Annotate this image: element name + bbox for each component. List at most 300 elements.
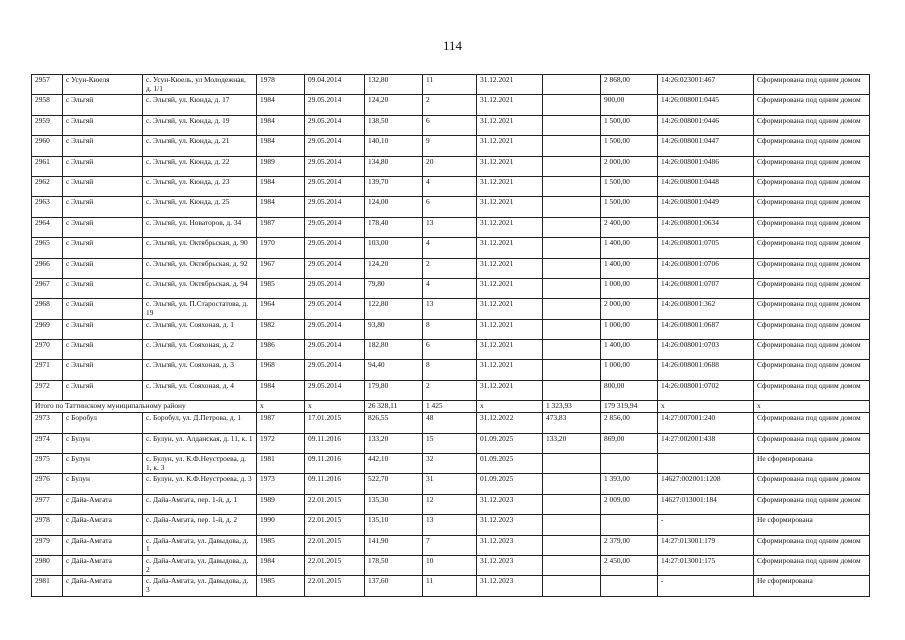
table-cell: 14:26:008001:0703 — [658, 340, 754, 360]
table-cell: 29.05.2014 — [305, 238, 365, 258]
table-cell: 14:26:008001:0705 — [658, 238, 754, 258]
table-cell: Сформирована под одним домом — [754, 535, 870, 555]
total-cell: х — [305, 401, 365, 413]
table-cell: 182,80 — [365, 340, 423, 360]
table-cell: 48 — [423, 413, 477, 433]
table-cell: 14:27:007001:240 — [658, 413, 754, 433]
table-cell: 2976 — [32, 474, 63, 494]
table-cell: 2957 — [32, 75, 63, 95]
table-cell — [543, 535, 601, 555]
table-cell: Сформирована под одним домом — [754, 474, 870, 494]
table-row — [32, 433, 870, 453]
table-cell: 29.05.2014 — [305, 115, 365, 135]
table-cell: 31.12.2021 — [477, 238, 543, 258]
table-row — [32, 197, 870, 217]
table-cell: 11 — [423, 576, 477, 596]
table-cell: 29.05.2014 — [305, 360, 365, 380]
table-cell: Сформирована под одним домом — [754, 176, 870, 196]
register-table — [31, 74, 870, 597]
table-cell: 1989 — [257, 156, 305, 176]
table-cell: 31.12.2022 — [477, 413, 543, 433]
table-cell: 2960 — [32, 136, 63, 156]
table-cell: 2967 — [32, 278, 63, 298]
table-cell — [543, 360, 601, 380]
table-cell: 135,30 — [365, 494, 423, 514]
table-cell: 1987 — [257, 217, 305, 237]
table-row — [32, 115, 870, 135]
table-cell: 2961 — [32, 156, 63, 176]
total-cell: х — [477, 401, 543, 413]
table-cell: с Булун — [63, 474, 143, 494]
table-cell: 10 — [423, 555, 477, 575]
table-cell — [543, 136, 601, 156]
table-cell: 9 — [423, 136, 477, 156]
table-cell: 31.12.2021 — [477, 156, 543, 176]
table-cell: 13 — [423, 299, 477, 319]
table-cell: 1 000,00 — [601, 360, 658, 380]
table-cell: с Эльгяй — [63, 136, 143, 156]
table-cell: 2977 — [32, 494, 63, 514]
table-cell: 22.01.2015 — [305, 494, 365, 514]
table-cell: 31.12.2021 — [477, 380, 543, 400]
table-cell: 31.12.2021 — [477, 319, 543, 339]
table-cell: 31.12.2023 — [477, 576, 543, 596]
table-cell: 31.12.2021 — [477, 197, 543, 217]
table-cell: 22.01.2015 — [305, 535, 365, 555]
table-cell: 2969 — [32, 319, 63, 339]
table-cell: 1968 — [257, 360, 305, 380]
table-cell — [543, 474, 601, 494]
table-cell: 1989 — [257, 494, 305, 514]
table-cell — [543, 454, 601, 474]
table-cell: 2973 — [32, 413, 63, 433]
table-cell: 1 500,00 — [601, 115, 658, 135]
table-cell: 1 500,00 — [601, 136, 658, 156]
table-cell: 2970 — [32, 340, 63, 360]
table-cell: Сформирована под одним домом — [754, 238, 870, 258]
table-cell: Сформирована под одним домом — [754, 197, 870, 217]
table-cell: 31 — [423, 474, 477, 494]
table-cell: 14:26:008001:0448 — [658, 176, 754, 196]
table-cell: 1978 — [257, 75, 305, 95]
table-cell: с Боробул — [63, 413, 143, 433]
table-cell: с Эльгяй — [63, 380, 143, 400]
total-label: Итого по Таттинскому муниципальному району — [32, 401, 257, 413]
table-cell: 1967 — [257, 258, 305, 278]
table-cell: 14627:002001:1208 — [658, 474, 754, 494]
table-cell: 01.09.2025 — [477, 454, 543, 474]
table-cell: 29.05.2014 — [305, 380, 365, 400]
table-row — [32, 156, 870, 176]
table-cell: - — [658, 576, 754, 596]
table-cell: 13 — [423, 515, 477, 535]
table-cell: 22.01.2015 — [305, 576, 365, 596]
table-cell: Сформирована под одним домом — [754, 258, 870, 278]
total-cell: 179 319,94 — [601, 401, 658, 413]
table-cell: 8 — [423, 319, 477, 339]
table-cell: 14:26:008001:0449 — [658, 197, 754, 217]
table-cell: с Эльгяй — [63, 197, 143, 217]
table-cell: 2 450,00 — [601, 555, 658, 575]
table-row — [32, 278, 870, 298]
table-cell: 14:26:008001:0707 — [658, 278, 754, 298]
table-cell: 2 — [423, 95, 477, 115]
table-cell: 79,80 — [365, 278, 423, 298]
table-row — [32, 360, 870, 380]
table-cell — [543, 258, 601, 278]
table-cell: Сформирована под одним домом — [754, 217, 870, 237]
table-row — [32, 95, 870, 115]
table-cell: Сформирована под одним домом — [754, 95, 870, 115]
table-cell: 2 400,00 — [601, 217, 658, 237]
table-cell: 2 868,00 — [601, 75, 658, 95]
table-cell: 09.11.2016 — [305, 433, 365, 453]
table-cell: Не сформирована — [754, 515, 870, 535]
table-cell: 6 — [423, 197, 477, 217]
table-cell: 09.04.2014 — [305, 75, 365, 95]
table-cell: 2 000,00 — [601, 156, 658, 176]
table-cell — [543, 75, 601, 95]
table-cell: с Эльгяй — [63, 299, 143, 319]
table-cell: 17.01.2015 — [305, 413, 365, 433]
table-cell: 2980 — [32, 555, 63, 575]
table-row — [32, 258, 870, 278]
table-cell: 94,40 — [365, 360, 423, 380]
table-row — [32, 136, 870, 156]
table-cell: 1 000,00 — [601, 319, 658, 339]
table-cell: 1984 — [257, 115, 305, 135]
table-cell: 1984 — [257, 136, 305, 156]
table-cell: с Эльгяй — [63, 217, 143, 237]
table-cell: Сформирована под одним домом — [754, 278, 870, 298]
table-cell: 1972 — [257, 433, 305, 453]
table-cell: 22.01.2015 — [305, 515, 365, 535]
table-cell: с. Эльгяй, ул. Кюнда, д. 21 — [143, 136, 257, 156]
table-row — [32, 238, 870, 258]
total-cell: 1 323,93 — [543, 401, 601, 413]
table-cell: 178,40 — [365, 217, 423, 237]
table-cell: 22.01.2015 — [305, 555, 365, 575]
table-cell: с Эльгяй — [63, 115, 143, 135]
table-cell: 1984 — [257, 176, 305, 196]
table-cell: с. Эльгяй, ул. Октябрьская, д. 92 — [143, 258, 257, 278]
table-cell — [543, 494, 601, 514]
table-row — [32, 474, 870, 494]
table-cell: 15 — [423, 433, 477, 453]
table-cell: Сформирована под одним домом — [754, 75, 870, 95]
table-cell: с. Эльгяй, ул. Сояхоная, д. 4 — [143, 380, 257, 400]
table-row — [32, 299, 870, 319]
table-cell — [543, 217, 601, 237]
table-cell: 31.12.2021 — [477, 360, 543, 380]
table-cell — [543, 380, 601, 400]
table-cell: 31.12.2021 — [477, 299, 543, 319]
table-cell: Сформирована под одним домом — [754, 156, 870, 176]
table-cell: 29.05.2014 — [305, 176, 365, 196]
table-cell: 124,20 — [365, 258, 423, 278]
table-cell: 31.12.2023 — [477, 555, 543, 575]
table-cell: 139,70 — [365, 176, 423, 196]
table-cell: 134,80 — [365, 156, 423, 176]
table-cell — [543, 115, 601, 135]
table-cell — [543, 576, 601, 596]
table-cell — [543, 95, 601, 115]
table-row — [32, 75, 870, 95]
table-cell: с. Эльгяй, ул. Кюнда, д. 25 — [143, 197, 257, 217]
table-cell: 31.12.2021 — [477, 136, 543, 156]
table-cell: 29.05.2014 — [305, 258, 365, 278]
table-cell: с Дайа-Амгата — [63, 535, 143, 555]
table-cell: 140,10 — [365, 136, 423, 156]
table-cell: 14:26:008001:0702 — [658, 380, 754, 400]
table-cell: с Эльгяй — [63, 319, 143, 339]
table-cell: с Эльгяй — [63, 278, 143, 298]
table-cell: с. Эльгяй, ул. Кюнда, д. 22 — [143, 156, 257, 176]
table-cell: с Булун — [63, 433, 143, 453]
table-cell: 1964 — [257, 299, 305, 319]
table-cell: 133,20 — [365, 433, 423, 453]
table-cell: Не сформирована — [754, 576, 870, 596]
table-cell: 31.12.2021 — [477, 340, 543, 360]
table-cell: 2981 — [32, 576, 63, 596]
table-cell: с. Эльгяй, ул. Кюнда, д. 19 — [143, 115, 257, 135]
table-cell: с Булун — [63, 454, 143, 474]
table-cell: 179,80 — [365, 380, 423, 400]
table-cell: 2975 — [32, 454, 63, 474]
table-cell: 14:27:013001:175 — [658, 555, 754, 575]
table-cell: 14:26:008001:0445 — [658, 95, 754, 115]
table-cell: 31.12.2021 — [477, 115, 543, 135]
table-cell: 2979 — [32, 535, 63, 555]
table-cell: 2 379,00 — [601, 535, 658, 555]
table-cell: с. Эльгяй, ул. Новаторов, д. 34 — [143, 217, 257, 237]
table-cell: 14:26:008001:0446 — [658, 115, 754, 135]
table-cell: Сформирована под одним домом — [754, 413, 870, 433]
table-cell: 138,50 — [365, 115, 423, 135]
table-cell — [543, 156, 601, 176]
table-cell: 1 400,00 — [601, 258, 658, 278]
table-cell: 800,00 — [601, 380, 658, 400]
table-cell: 2978 — [32, 515, 63, 535]
table-cell: 01.09.2025 — [477, 433, 543, 453]
table-cell: 132,80 — [365, 75, 423, 95]
table-cell: с Дайа-Амгата — [63, 555, 143, 575]
table-cell: 900,00 — [601, 95, 658, 115]
table-cell: 1 500,00 — [601, 197, 658, 217]
table-cell: 2971 — [32, 360, 63, 380]
table-cell: 124,00 — [365, 197, 423, 217]
table-cell: 2959 — [32, 115, 63, 135]
table-cell: 122,80 — [365, 299, 423, 319]
table-cell: с Эльгяй — [63, 95, 143, 115]
table-cell: 31.12.2021 — [477, 278, 543, 298]
table-row — [32, 515, 870, 535]
table-cell: 2 009,00 — [601, 494, 658, 514]
table-cell: 14:26:008001:362 — [658, 299, 754, 319]
table-cell: 12 — [423, 494, 477, 514]
table-cell: 31.12.2021 — [477, 95, 543, 115]
table-cell: с. Дайа-Амгата, пер. 1-й, д. 1 — [143, 494, 257, 514]
table-cell — [543, 238, 601, 258]
table-cell: с. Дайа-Амгата, пер. 1-й, д. 2 — [143, 515, 257, 535]
table-cell: 32 — [423, 454, 477, 474]
table-cell: 2974 — [32, 433, 63, 453]
table-cell: Сформирована под одним домом — [754, 136, 870, 156]
table-body-upper — [32, 75, 870, 401]
total-row — [32, 401, 870, 413]
table-cell: Сформирована под одним домом — [754, 115, 870, 135]
table-cell: 1984 — [257, 95, 305, 115]
table-cell: 124,20 — [365, 95, 423, 115]
table-row — [32, 217, 870, 237]
table-cell: 29.05.2014 — [305, 156, 365, 176]
table-cell: 2968 — [32, 299, 63, 319]
table-cell: 14:26:008001:0486 — [658, 156, 754, 176]
table-cell: Сформирована под одним домом — [754, 433, 870, 453]
table-cell: с. Усун-Кюель, ул Молодежная, д. 1/1 — [143, 75, 257, 95]
table-cell: с. Эльгяй, ул. Кюнда, д. 23 — [143, 176, 257, 196]
table-cell: 4 — [423, 176, 477, 196]
table-cell: 2 — [423, 258, 477, 278]
table-cell: 29.05.2014 — [305, 299, 365, 319]
table-body-lower — [32, 413, 870, 597]
table-cell: Сформирована под одним домом — [754, 555, 870, 575]
table-cell: 14:26:023001:467 — [658, 75, 754, 95]
table-cell: 31.12.2023 — [477, 515, 543, 535]
table-cell: 2 000,00 — [601, 299, 658, 319]
table-cell: 141,90 — [365, 535, 423, 555]
table-cell: 4 — [423, 278, 477, 298]
table-cell: 1985 — [257, 576, 305, 596]
table-cell: 1981 — [257, 454, 305, 474]
total-cell: х — [257, 401, 305, 413]
table-cell: 135,10 — [365, 515, 423, 535]
table-row — [32, 454, 870, 474]
total-cell: х — [754, 401, 870, 413]
table-cell: с Эльгяй — [63, 360, 143, 380]
table-cell — [658, 454, 754, 474]
table-cell: 522,70 — [365, 474, 423, 494]
table-cell — [601, 576, 658, 596]
table-cell: 137,60 — [365, 576, 423, 596]
table-cell: 473,83 — [543, 413, 601, 433]
table-cell: Сформирована под одним домом — [754, 299, 870, 319]
table-cell: 14627:013001:184 — [658, 494, 754, 514]
table-cell: с. Боробул, ул. Д.Петрова, д. 1 — [143, 413, 257, 433]
table-cell — [543, 515, 601, 535]
table-cell — [543, 299, 601, 319]
table-cell: 1984 — [257, 197, 305, 217]
table-cell — [543, 555, 601, 575]
table-cell: 31.12.2021 — [477, 75, 543, 95]
table-cell: Сформирована под одним домом — [754, 494, 870, 514]
table-row — [32, 413, 870, 433]
table-cell: 09.11.2016 — [305, 474, 365, 494]
table-cell: 31.12.2023 — [477, 535, 543, 555]
table-cell: 1970 — [257, 238, 305, 258]
table-cell: с. Эльгяй, ул. Октябрьская, д. 90 — [143, 238, 257, 258]
table-cell: 4 — [423, 238, 477, 258]
table-cell: с. Дайа-Амгата, ул. Давыдова, д. 2 — [143, 555, 257, 575]
table-cell — [543, 319, 601, 339]
table-cell — [601, 454, 658, 474]
table-cell: 29.05.2014 — [305, 319, 365, 339]
table-row — [32, 555, 870, 575]
table-cell: Сформирована под одним домом — [754, 360, 870, 380]
table-cell: с Эльгяй — [63, 156, 143, 176]
table-cell: 1 500,00 — [601, 176, 658, 196]
table-row — [32, 494, 870, 514]
table-cell: с Дайа-Амгата — [63, 515, 143, 535]
table-cell: с. Эльгяй, ул. Сояхоная, д. 1 — [143, 319, 257, 339]
table-row — [32, 319, 870, 339]
table-cell: с. Булун, ул. Алданская, д. 11, к. 1 — [143, 433, 257, 453]
table-row — [32, 340, 870, 360]
table-cell: 31.12.2021 — [477, 258, 543, 278]
table-cell: 103,00 — [365, 238, 423, 258]
table-cell: 1987 — [257, 413, 305, 433]
table-cell: 178,50 — [365, 555, 423, 575]
table-cell: с. Булун, ул. К.Ф.Неустроева, д. 3 — [143, 474, 257, 494]
table-cell: с Дайа-Амгата — [63, 576, 143, 596]
table-cell: 1985 — [257, 535, 305, 555]
table-cell: 2964 — [32, 217, 63, 237]
table-cell: 2 — [423, 380, 477, 400]
table-cell: с Эльгяй — [63, 258, 143, 278]
table-cell: 1984 — [257, 555, 305, 575]
table-cell: Сформирована под одним домом — [754, 340, 870, 360]
table-cell: 7 — [423, 535, 477, 555]
table-cell: 14:26:008001:0687 — [658, 319, 754, 339]
table-row — [32, 380, 870, 400]
table-cell: 29.05.2014 — [305, 278, 365, 298]
table-row — [32, 535, 870, 555]
table-cell: с. Дайа-Амгата, ул. Давыдова, д. 1 — [143, 535, 257, 555]
table-cell: 6 — [423, 115, 477, 135]
table-cell: 31.12.2023 — [477, 494, 543, 514]
table-cell: 01.09.2025 — [477, 474, 543, 494]
table-cell: 93,80 — [365, 319, 423, 339]
table-cell: 2965 — [32, 238, 63, 258]
table-cell: 1 393,00 — [601, 474, 658, 494]
table-cell: 29.05.2014 — [305, 197, 365, 217]
table-cell: 1990 — [257, 515, 305, 535]
table-cell: 1984 — [257, 380, 305, 400]
table-cell: 13 — [423, 217, 477, 237]
table-cell: 14:26:008001:0688 — [658, 360, 754, 380]
table-cell — [543, 340, 601, 360]
table-cell: 11 — [423, 75, 477, 95]
page-number: 114 — [442, 38, 463, 53]
table-cell: 6 — [423, 340, 477, 360]
total-cell: х — [658, 401, 754, 413]
table-cell: 20 — [423, 156, 477, 176]
table-cell: с. Эльгяй, ул. Октябрьская, д. 94 — [143, 278, 257, 298]
table-cell: 2 856,00 — [601, 413, 658, 433]
table-cell: 31.12.2021 — [477, 176, 543, 196]
table-cell: 2962 — [32, 176, 63, 196]
table-cell: 1985 — [257, 278, 305, 298]
table-cell: Не сформирована — [754, 454, 870, 474]
table-cell: с. Булун, ул. К.Ф.Неустроева, д. 1, к. 3 — [143, 454, 257, 474]
table-cell: 29.05.2014 — [305, 217, 365, 237]
table-cell: 1 400,00 — [601, 340, 658, 360]
table-cell: 869,00 — [601, 433, 658, 453]
table-cell: Сформирована под одним домом — [754, 319, 870, 339]
table-cell: с Дайа-Амгата — [63, 494, 143, 514]
table-cell: 1973 — [257, 474, 305, 494]
table-cell: 14:26:008001:0447 — [658, 136, 754, 156]
